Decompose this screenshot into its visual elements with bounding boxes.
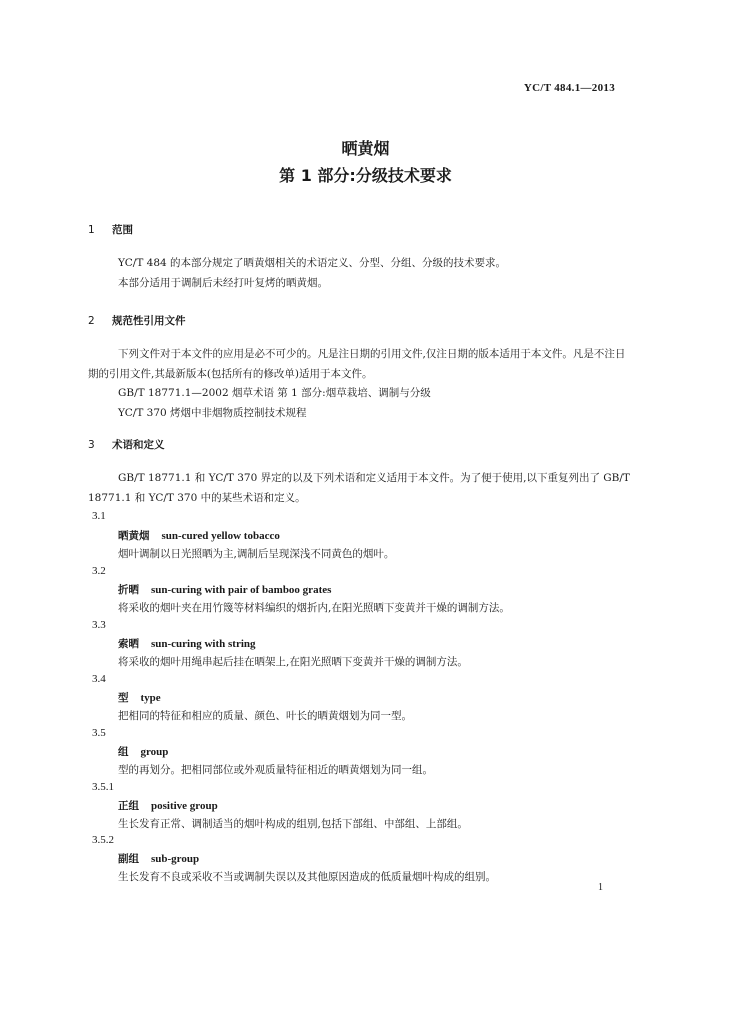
document-title: 晒黄烟 xyxy=(341,139,390,158)
paragraph: YC/T 484 的本部分规定了晒黄烟相关的术语定义、分型、分组、分级的技术要求。 xyxy=(118,257,507,269)
term-number: 3.5 xyxy=(92,727,106,739)
page-number: 1 xyxy=(598,882,603,893)
term-number: 3.5.2 xyxy=(92,834,114,846)
term-cn: 组 xyxy=(118,746,129,758)
term-en: sub-group xyxy=(151,853,200,865)
section-title: 范围 xyxy=(112,224,133,236)
term-definition: 烟叶调制以日光照晒为主,调制后呈现深浅不同黄色的烟叶。 xyxy=(118,548,395,560)
term-en: sun-cured yellow tobacco xyxy=(161,530,280,542)
section-number: 1 xyxy=(88,224,95,236)
document-code: YC/T 484.1—2013 xyxy=(523,82,615,94)
section-heading-terms-definitions xyxy=(88,437,165,452)
term-number: 3.4 xyxy=(92,673,106,685)
term-title xyxy=(118,636,256,651)
term-title xyxy=(118,690,161,705)
term-en: sun-curing with pair of bamboo grates xyxy=(151,584,332,596)
paragraph: GB/T 18771.1 和 YC/T 370 界定的以及下列术语和定义适用于本文件。为了便于使用,以下重复列出了 GB/T 18771.1 和 YC/T 370 中的某些术语和定义。 xyxy=(88,472,630,504)
section-number: 2 xyxy=(88,315,95,327)
term-definition: 将采收的烟叶夹在用竹篾等材料编织的烟折内,在阳光照晒下变黄并干燥的调制方法。 xyxy=(118,602,510,614)
term-cn: 折晒 xyxy=(118,584,139,596)
term-title xyxy=(118,582,331,597)
term-number: 3.5.1 xyxy=(92,781,114,793)
term-en: group xyxy=(140,746,169,758)
reference-item: YC/T 370 烤烟中非烟物质控制技术规程 xyxy=(118,407,307,419)
term-title xyxy=(118,798,218,813)
term-definition: 型的再划分。把相同部位或外观质量特征相近的晒黄烟划为同一组。 xyxy=(118,764,433,776)
section-heading-normative-references xyxy=(88,313,186,328)
term-number: 3.1 xyxy=(92,510,106,522)
document-subtitle: 第 1 部分:分级技术要求 xyxy=(279,166,452,185)
term-en: positive group xyxy=(151,800,218,812)
term-cn: 索晒 xyxy=(118,638,139,650)
term-en: type xyxy=(140,692,161,704)
term-definition: 生长发育不良或采收不当或调制失误以及其他原因造成的低质量烟叶构成的组别。 xyxy=(118,871,496,883)
term-title xyxy=(118,528,280,543)
section-title: 术语和定义 xyxy=(112,439,165,451)
reference-item: GB/T 18771.1—2002 烟草术语 第 1 部分:烟草栽培、调制与分级 xyxy=(118,387,431,399)
term-cn: 正组 xyxy=(118,800,139,812)
term-definition: 将采收的烟叶用绳串起后挂在晒架上,在阳光照晒下变黄并干燥的调制方法。 xyxy=(118,656,468,668)
term-title xyxy=(118,851,199,866)
section-number: 3 xyxy=(88,439,95,451)
section-title: 规范性引用文件 xyxy=(112,315,186,327)
term-cn: 型 xyxy=(118,692,129,704)
term-title xyxy=(118,744,168,759)
paragraph: 下列文件对于本文件的应用是必不可少的。凡是注日期的引用文件,仅注日期的版本适用于本文件。凡是不注日期的引用文件,其最新版本(包括所有的修改单)适用于本文件。 xyxy=(88,348,626,380)
term-number: 3.3 xyxy=(92,619,106,631)
term-definition: 把相同的特征和相应的质量、颜色、叶长的晒黄烟划为同一型。 xyxy=(118,710,412,722)
term-cn: 副组 xyxy=(118,853,139,865)
paragraph: 本部分适用于调制后未经打叶复烤的晒黄烟。 xyxy=(118,277,328,289)
term-number: 3.2 xyxy=(92,565,106,577)
section-heading-scope xyxy=(88,222,133,237)
term-en: sun-curing with string xyxy=(151,638,256,650)
term-cn: 晒黄烟 xyxy=(118,530,150,542)
term-definition: 生长发育正常、调制适当的烟叶构成的组别,包括下部组、中部组、上部组。 xyxy=(118,818,468,830)
